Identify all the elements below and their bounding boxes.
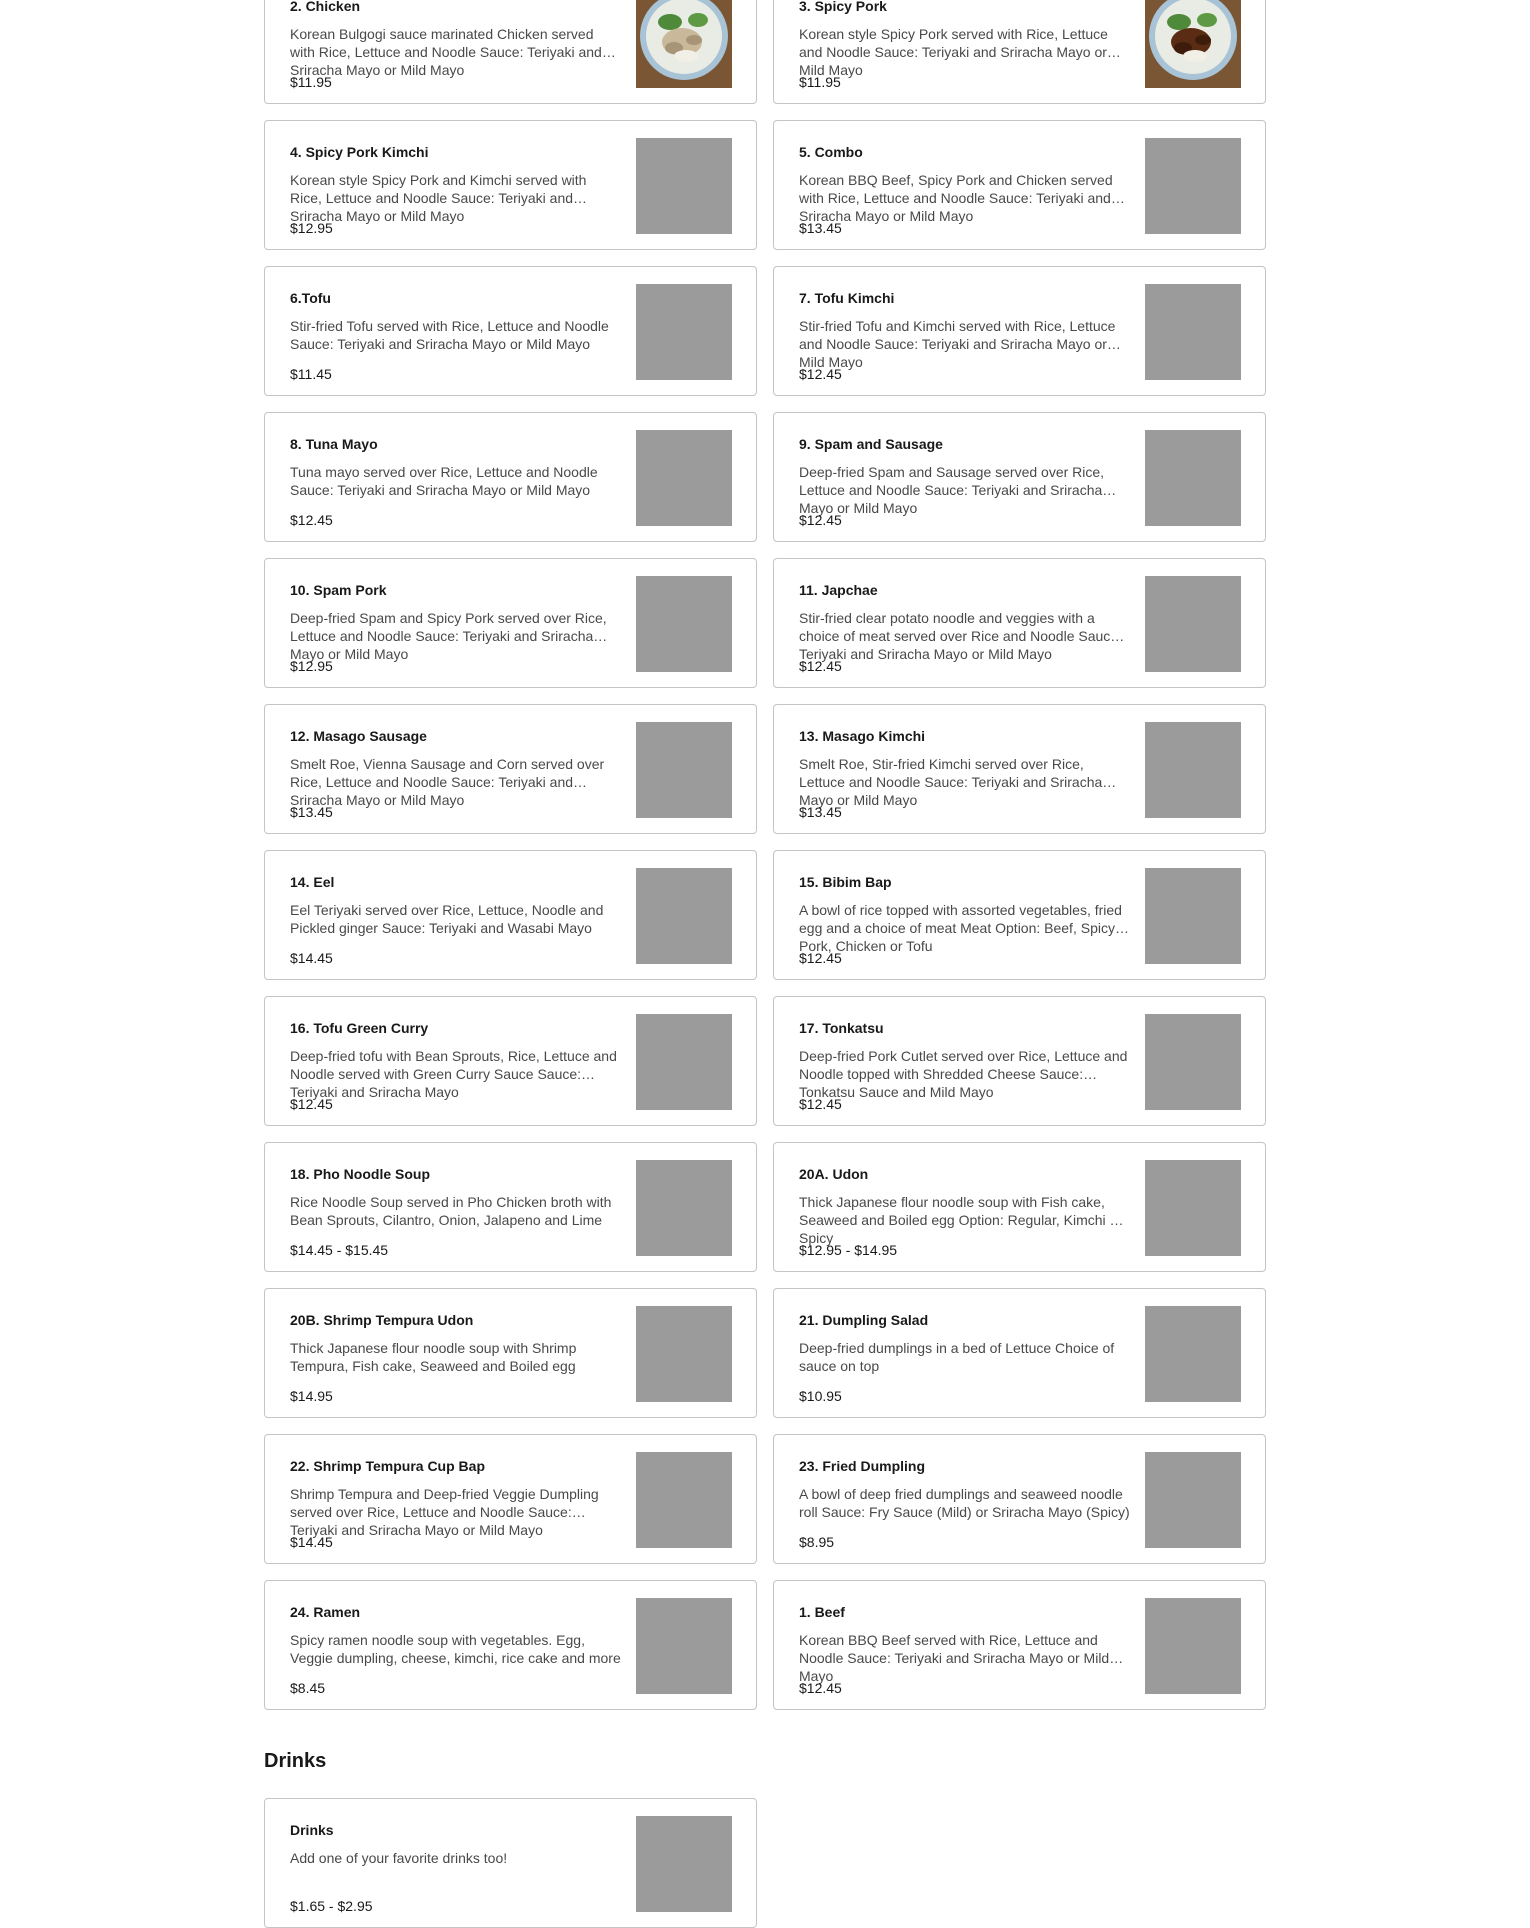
menu-item-image [1145,722,1241,818]
menu-item-price: $13.45 [799,804,842,820]
menu-item-description: Add one of your favorite drinks too! [290,1850,508,1866]
menu-item-card[interactable] [773,1288,1266,1418]
menu-item-description: Deep-fried Spam and Sausage served over Rice, Lettuce and Noodle Sauce: Teriyaki and Sriracha Mayo or Mild Mayo [799,464,1105,516]
menu-item-text [290,435,621,529]
menu-item-name: 12. Masago Sausage [290,728,427,744]
menu-item-name: 5. Combo [799,144,863,160]
menu-item-name: 21. Dumpling Salad [799,1312,929,1328]
menu-item-price: $8.45 [290,1680,326,1696]
menu-item-text [290,1311,621,1405]
menu-item-image [1145,284,1241,380]
menu-item-card[interactable] [264,1580,757,1710]
menu-item-description: Thick Japanese flour noodle soup with Fish cake, Seaweed and Boiled egg Option: Regular, Kimchi or Spicy [799,1194,1122,1246]
menu-item-image [1145,1452,1241,1548]
menu-item-image [1145,1598,1241,1694]
menu-item-image [1145,430,1241,526]
menu-item-text [799,1457,1130,1551]
menu-item-description: Korean Bulgogi sauce marinated Chicken served with Rice, Lettuce and Noodle Sauce: Teriyaki and Sriracha Mayo or Mild Mayo [290,26,602,78]
menu-item-description: Eel Teriyaki served over Rice, Lettuce, Noodle and Pickled ginger Sauce: Teriyaki and Wasabi Mayo [290,902,604,936]
menu-item-name: Drinks [290,1822,334,1838]
menu-item-price: $12.95 [290,658,333,674]
menu-item-card[interactable] [773,1142,1266,1272]
menu-item-text [799,0,1130,91]
menu-item-price: $12.95 [290,220,333,236]
menu-item-card[interactable] [773,412,1266,542]
menu-item-card[interactable] [773,850,1266,980]
menu-item-price: $1.65 - $2.95 [290,1898,373,1914]
menu-item-image [636,138,732,234]
menu-item-price: $14.45 [290,950,333,966]
menu-item-price: $11.45 [290,366,332,382]
menu-item-text [290,0,621,91]
menu-item-card[interactable] [773,120,1266,250]
menu-item-description: Korean style Spicy Pork and Kimchi served with Rice, Lettuce and Noodle Sauce: Teriyaki and Sriracha Mayo or Mild Mayo [290,172,587,224]
menu-item-price: $14.45 - $15.45 [290,1242,389,1258]
menu-item-image [636,868,732,964]
menu-item-image [636,1014,732,1110]
menu-item-card[interactable] [773,0,1266,104]
menu-item-description: Korean BBQ Beef, Spicy Pork and Chicken served with Rice, Lettuce and Noodle Sauce: Teriyaki and Sriracha Mayo or Mild Mayo [799,172,1113,224]
drinks-items-grid [264,1798,1264,1928]
menu-item-text [290,1603,621,1697]
menu-item-price: $14.45 [290,1534,333,1550]
menu-item-text [799,143,1130,237]
menu-item-card[interactable] [264,1142,757,1272]
section-title-drinks: Drinks [264,1750,327,1772]
menu-item-image [636,430,732,526]
menu-item-card[interactable] [264,996,757,1126]
menu-item-name: 22. Shrimp Tempura Cup Bap [290,1458,485,1474]
menu-item-text [799,873,1130,967]
menu-item-price: $8.95 [799,1534,835,1550]
menu-item-text [799,727,1130,821]
menu-item-image [636,0,732,88]
menu-item-name: 13. Masago Kimchi [799,728,926,744]
menu-item-text [290,727,621,821]
menu-item-text [290,289,621,383]
menu-item-price: $12.45 [799,1680,842,1696]
menu-item-name: 18. Pho Noodle Soup [290,1166,431,1182]
chicken-bowl-icon [636,0,732,88]
menu-item-card[interactable] [773,704,1266,834]
menu-item-text [799,435,1130,529]
menu-item-text [290,143,621,237]
menu-item-text [290,1165,621,1259]
menu-item-card[interactable] [264,1798,757,1928]
menu-item-image [1145,1014,1241,1110]
menu-item-description: A bowl of deep fried dumplings and seaweed noodle roll Sauce: Fry Sauce (Mild) or Sriracha Mayo (Spicy) [799,1486,1130,1520]
menu-item-name: 17. Tonkatsu [799,1020,884,1036]
menu-item-image [636,1160,732,1256]
menu-item-description: Stir-fried Tofu served with Rice, Lettuce and Noodle Sauce: Teriyaki and Sriracha Mayo or Mild Mayo [290,318,609,352]
menu-item-image [636,722,732,818]
menu-item-price: $12.45 [799,950,842,966]
menu-item-image [1145,576,1241,672]
menu-item-text [290,1821,621,1915]
menu-list [264,0,1264,1928]
menu-item-image [1145,0,1241,88]
menu-item-description: Thick Japanese flour noodle soup with Shrimp Tempura, Fish cake, Seaweed and Boiled egg [290,1340,577,1374]
menu-item-name: 2. Chicken [290,0,361,14]
menu-item-text [290,873,621,967]
menu-item-name: 10. Spam Pork [290,582,387,598]
menu-item-name: 16. Tofu Green Curry [290,1020,429,1036]
menu-item-price: $10.95 [799,1388,842,1404]
menu-item-description: Deep-fried Pork Cutlet served over Rice, Lettuce and Noodle topped with Shredded Cheese Sauce: Tonkatsu Sauce and Mild Mayo [799,1048,1128,1100]
menu-item-card[interactable] [773,558,1266,688]
menu-item-name: 4. Spicy Pork Kimchi [290,144,429,160]
menu-item-description: Korean BBQ Beef served with Rice, Lettuce and Noodle Sauce: Teriyaki and Sriracha Mayo or Mild Mayo [799,1632,1110,1684]
menu-item-price: $14.95 [290,1388,333,1404]
menu-item-price: $12.45 [799,512,842,528]
menu-item-card[interactable] [773,266,1266,396]
menu-item-description: Deep-fried dumplings in a bed of Lettuce Choice of sauce on top [799,1340,1115,1374]
menu-item-text [290,1457,621,1551]
menu-item-description: Shrimp Tempura and Deep-fried Veggie Dumpling served over Rice, Lettuce and Noodle Sauce: Teriyaki and Sriracha Mayo or Mild Mayo [290,1486,599,1538]
menu-item-text [290,581,621,675]
menu-item-price: $12.45 [290,1096,333,1112]
menu-item-price: $12.45 [799,1096,842,1112]
menu-item-card[interactable] [264,1434,757,1564]
menu-item-image [1145,1306,1241,1402]
menu-item-description: Spicy ramen noodle soup with vegetables. Egg, Veggie dumpling, cheese, kimchi, rice cake and more [290,1632,621,1666]
menu-item-image [1145,1160,1241,1256]
menu-item-image [1145,868,1241,964]
menu-item-name: 23. Fried Dumpling [799,1458,926,1474]
menu-item-description: Deep-fried tofu with Bean Sprouts, Rice, Lettuce and Noodle served with Green Curry Sauce Sauce: Teriyaki and Sriracha Mayo [290,1048,617,1100]
menu-item-text [799,581,1130,675]
menu-item-name: 15. Bibim Bap [799,874,892,890]
menu-item-description: Stir-fried clear potato noodle and veggies with a choice of meat served over Rice and Noodle Sauce: Teriyaki and Sriracha Mayo or Mild Mayo [799,610,1122,662]
menu-item-image [636,1816,732,1912]
menu-item-card[interactable] [264,850,757,980]
menu-item-name: 1. Beef [799,1604,845,1620]
menu-item-text [290,1019,621,1113]
menu-item-description: Stir-fried Tofu and Kimchi served with Rice, Lettuce and Noodle Sauce: Teriyaki and Sriracha Mayo or Mild Mayo [799,318,1116,370]
menu-item-description: Smelt Roe, Stir-fried Kimchi served over Rice, Lettuce and Noodle Sauce: Teriyaki and Sriracha Mayo or Mild Mayo [799,756,1103,808]
menu-item-price: $13.45 [799,220,842,236]
menu-item-image [636,1306,732,1402]
menu-item-card[interactable] [264,704,757,834]
spicy-pork-bowl-icon [1145,0,1241,88]
menu-item-description: Smelt Roe, Vienna Sausage and Corn served over Rice, Lettuce and Noodle Sauce: Teriyaki and Sriracha Mayo or Mild Mayo [290,756,605,808]
menu-item-price: $13.45 [290,804,333,820]
menu-item-name: 11. Japchae [799,582,878,598]
menu-item-text [799,1603,1130,1697]
menu-item-card[interactable] [264,0,757,104]
menu-item-text [799,1019,1130,1113]
menu-item-image [636,284,732,380]
menu-item-card[interactable] [264,266,757,396]
menu-item-description: A bowl of rice topped with assorted vegetables, fried egg and a choice of meat Meat Option: Beef, Spicy Pork, Chicken or Tofu [799,902,1122,954]
menu-item-text [799,1165,1130,1259]
menu-item-card[interactable] [773,1580,1266,1710]
menu-item-name: 6.Tofu [290,290,331,306]
menu-item-image [1145,138,1241,234]
menu-item-name: 3. Spicy Pork [799,0,887,14]
menu-item-name: 24. Ramen [290,1604,361,1620]
menu-item-description: Tuna mayo served over Rice, Lettuce and Noodle Sauce: Teriyaki and Sriracha Mayo or Mild Mayo [290,464,598,498]
menu-item-image [636,1452,732,1548]
menu-item-description: Korean style Spicy Pork served with Rice, Lettuce and Noodle Sauce: Teriyaki and Sriracha Mayo or Mild Mayo [799,26,1108,78]
menu-item-price: $11.95 [799,74,841,90]
menu-item-name: 9. Spam and Sausage [799,436,943,452]
menu-item-card[interactable] [264,120,757,250]
menu-item-image [636,576,732,672]
menu-item-price: $12.45 [290,512,333,528]
menu-item-price: $12.95 - $14.95 [799,1242,898,1258]
menu-item-card[interactable] [264,558,757,688]
menu-item-name: 8. Tuna Mayo [290,436,378,452]
menu-item-price: $11.95 [290,74,332,90]
menu-item-description: Rice Noodle Soup served in Pho Chicken broth with Bean Sprouts, Cilantro, Onion, Jalapeno and Lime [290,1194,612,1228]
menu-item-text [799,289,1130,383]
menu-item-name: 20B. Shrimp Tempura Udon [290,1312,474,1328]
menu-item-card[interactable] [773,996,1266,1126]
menu-item-name: 20A. Udon [799,1166,869,1182]
menu-item-card[interactable] [773,1434,1266,1564]
menu-item-name: 14. Eel [290,874,335,890]
menu-item-image [636,1598,732,1694]
menu-item-name: 7. Tofu Kimchi [799,290,895,306]
menu-items-grid [264,0,1264,1710]
menu-item-price: $12.45 [799,658,842,674]
menu-item-price: $12.45 [799,366,842,382]
menu-item-card[interactable] [264,1288,757,1418]
menu-item-card[interactable] [264,412,757,542]
menu-item-description: Deep-fried Spam and Spicy Pork served over Rice, Lettuce and Noodle Sauce: Teriyaki and Sriracha Mayo or Mild Mayo [290,610,607,662]
menu-item-text [799,1311,1130,1405]
